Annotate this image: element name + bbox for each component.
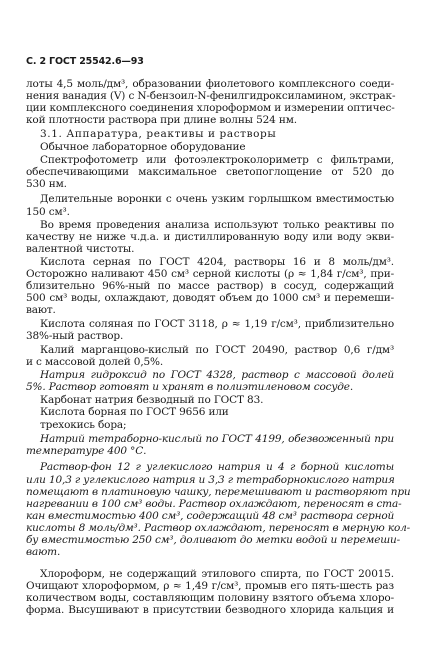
text-line: 5%. Раствор готовят и хранят в полиэтиленовом сосуде. (26, 381, 354, 393)
text-line: Обычное лабораторное оборудование (40, 141, 246, 153)
text-line: кан вместимостью 400 см³, содержащий 48 см³ раствора серной (26, 510, 395, 522)
text-line: ции комплексного соединения хлороформом и измерении оптичес- (26, 102, 395, 114)
text-line: Делительные воронки с очень узким горлышком вместимостью (40, 193, 394, 205)
text-line: форма. Высушивают в присутствии безводного хлорида кальция и (26, 604, 394, 616)
text-line: температуре 400 °С. (26, 445, 147, 457)
text-line: кой плотности раствора при длине волны 524 нм. (26, 114, 297, 126)
text-line: вают. (26, 546, 61, 558)
text-line: вают. (26, 304, 56, 316)
text-line: Натрий тетраборно-кислый по ГОСТ 4199, обезвоженный при (40, 433, 394, 445)
text-line: Очищают хлороформом, ρ ≈ 1,49 г/см³, промыв его пять-шесть раз (26, 580, 394, 592)
text-line: 38%-ный раствор. (26, 330, 124, 342)
text-line: близительно 96%-ный по массе раствор) в сосуд, содержащий (26, 280, 394, 292)
text-line: Хлороформ, не содержащий этилового спирта, по ГОСТ 20015. (40, 568, 394, 580)
text-line: обеспечивающими максимальное светопоглощение от 520 до (26, 166, 394, 178)
text-line: Раствор-фон 12 г углекислого натрия и 4 г борной кислоты (40, 461, 394, 473)
text-line: Карбонат натрия безводный по ГОСТ 83. (40, 394, 264, 406)
text-line: Кислота борная по ГОСТ 9656 или (40, 406, 229, 418)
text-line: или 10,3 г углекислого натрия и 3,3 г тетраборнокислого натрия (26, 474, 395, 486)
text-line: помещают в платиновую чашку, перемешивают и растворяют при (26, 486, 411, 498)
text-line: Натрия гидроксид по ГОСТ 4328, раствор с массовой долей (40, 369, 394, 381)
text-line: и с массовой долей 0,5%. (26, 356, 164, 368)
text-line: 500 см³ воды, охлаждают, доводят объем до 1000 см³ и перемеши- (26, 292, 394, 304)
text-line: нагревании в 100 см³ воды. Раствор охлаждают, переносят в ста- (26, 498, 402, 510)
text-line: 530 нм. (26, 178, 67, 190)
text-line: Осторожно наливают 450 см³ серной кислоты (ρ ≈ 1,84 г/см³, при- (26, 268, 394, 280)
text-line: бу вместимостью 250 см³, доливают до метки водой и перемеши- (26, 534, 401, 546)
text-line: Калий марганцово-кислый по ГОСТ 20490, раствор 0,6 г/дм³ (40, 344, 394, 356)
text-line: валентной чистоты. (26, 243, 135, 255)
text-line: кислоты 8 моль/дм³. Раствор охлаждают, переносят в мерную кол- (26, 522, 411, 534)
text-line: Спектрофотометр или фотоэлектроколориметр с фильтрами, (40, 154, 394, 166)
page-header: С. 2 ГОСТ 25542.6—93 (26, 56, 144, 67)
text-line: 150 см³. (26, 206, 70, 218)
text-line: Кислота соляная по ГОСТ 3118, ρ ≈ 1,19 г/см³, приблизительно (40, 318, 394, 330)
text-line: качеству не ниже ч.д.а. и дистиллированную воду или воду экви- (26, 231, 394, 243)
text-line: нения ванадия (V) с N-бензоил-N-фенилгидроксиламином, экстрак- (26, 90, 396, 102)
text-line: количеством воды, составляющим половину взятого объема хлоро- (26, 592, 394, 604)
text-line: Кислота серная по ГОСТ 4204, растворы 16 и 8 моль/дм³. (40, 256, 394, 268)
text-line: лоты 4,5 моль/дм³, образовании фиолетового комплексного соеди- (26, 78, 394, 90)
text-line: трехокись бора; (40, 419, 127, 431)
text-line: 3.1. Аппаратура, реактивы и растворы (40, 128, 277, 140)
text-line: Во время проведения анализа используют только реактивы по (40, 219, 394, 231)
